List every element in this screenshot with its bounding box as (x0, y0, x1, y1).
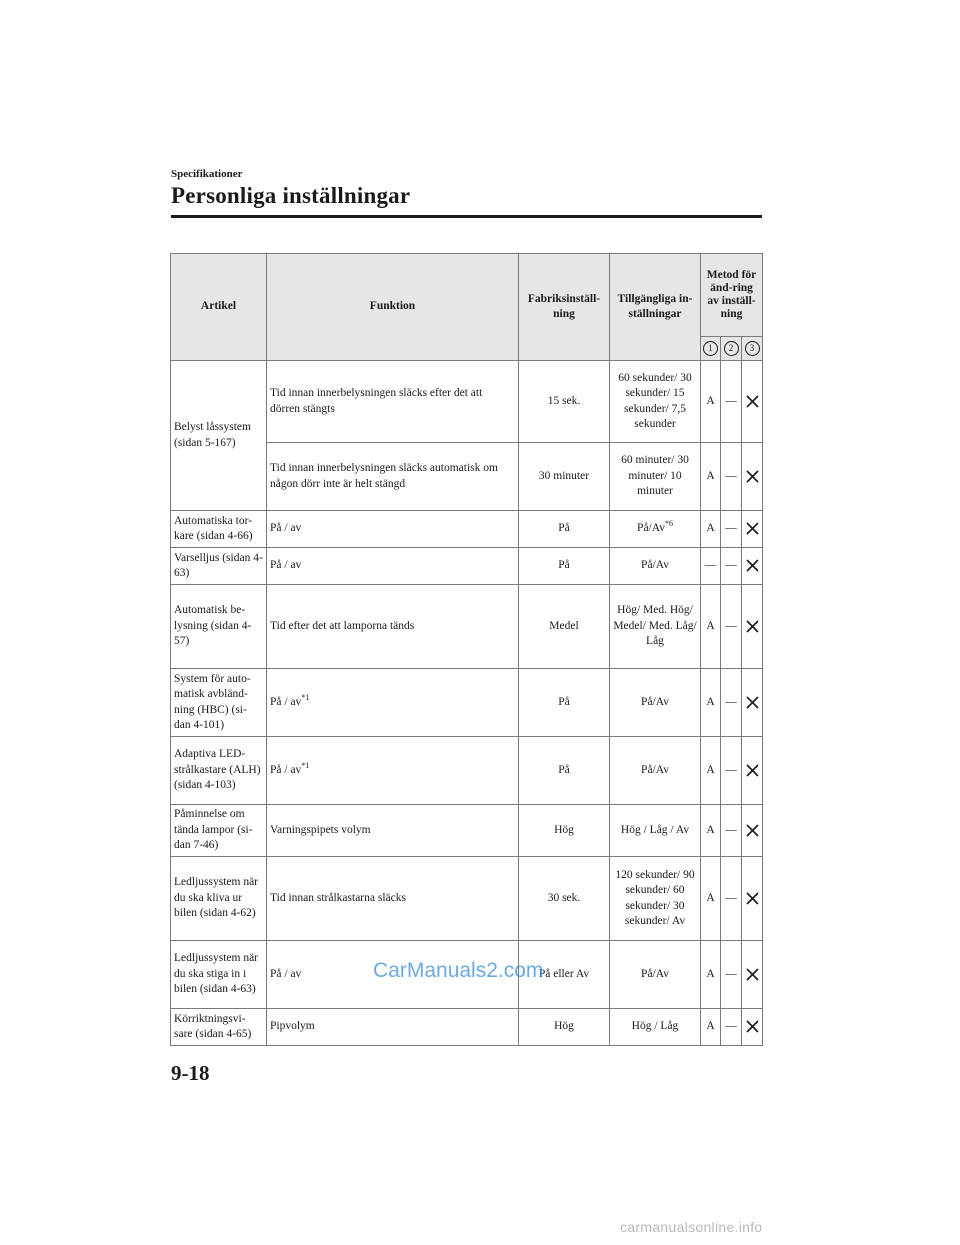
settings-table (170, 253, 763, 1046)
cell-tillganglig: 120 sekunder/ 90 sekunder/ 60 sekunder/ 30 sekunder/ Av (610, 857, 701, 941)
cell-artikel: System för auto-matisk avbländ-ning (HBC) (si-dan 4-101) (171, 669, 267, 737)
cell-funktion: På / av (267, 941, 519, 1009)
table-row (171, 585, 763, 669)
cross-icon (746, 620, 759, 633)
cell-method-3 (742, 941, 763, 1009)
cell-funktion (267, 669, 519, 737)
cell-funktion: På / av (267, 511, 519, 548)
cell-method-3 (742, 737, 763, 805)
cross-icon (746, 764, 759, 777)
title-divider (171, 215, 762, 218)
cell-tillganglig: På/Av (610, 669, 701, 737)
cross-icon (746, 1020, 759, 1033)
cell-fabrik: På (519, 511, 610, 548)
cell-method-2: — (721, 805, 742, 857)
header-funktion: Funktion (267, 254, 519, 361)
cell-method-3 (742, 585, 763, 669)
footnote-marker: *6 (664, 519, 673, 529)
cell-funktion: Tid innan innerbelysningen släcks efter det att dörren stängts (267, 361, 519, 443)
cell-method-2: — (721, 857, 742, 941)
cell-method-1: A (701, 737, 721, 805)
circled-number-2: 2 (724, 341, 739, 356)
cell-method-1: A (701, 941, 721, 1009)
cell-artikel: Belyst låssystem (sidan 5-167) (171, 361, 267, 511)
cell-method-1: A (701, 669, 721, 737)
cell-tillganglig: 60 minuter/ 30 minuter/ 10 minuter (610, 443, 701, 511)
cell-method-3 (742, 511, 763, 548)
funktion-text: På / av (270, 763, 302, 776)
cell-method-1: — (701, 548, 721, 585)
table-row (171, 805, 763, 857)
cell-method-1: A (701, 361, 721, 443)
page-title: Personliga inställningar (171, 183, 411, 208)
cell-artikel: Påminnelse om tända lampor (si-dan 7-46) (171, 805, 267, 857)
method-3-header (742, 337, 763, 361)
cell-fabrik: Hög (519, 1009, 610, 1046)
cell-fabrik: På (519, 737, 610, 805)
cell-method-2: — (721, 1009, 742, 1046)
cell-method-2: — (721, 585, 742, 669)
cross-icon (746, 522, 759, 535)
cell-method-2: — (721, 511, 742, 548)
cell-method-1: A (701, 1009, 721, 1046)
header-artikel: Artikel (171, 254, 267, 361)
cell-method-3 (742, 443, 763, 511)
cell-method-1: A (701, 443, 721, 511)
cell-method-3 (742, 548, 763, 585)
cell-funktion: Tid innan innerbelysningen släcks automatisk om någon dörr inte är helt stängd (267, 443, 519, 511)
method-1-header (701, 337, 721, 361)
cell-funktion: På / av (267, 548, 519, 585)
cell-artikel: Varselljus (sidan 4-63) (171, 548, 267, 585)
cell-funktion: Varningspipets volym (267, 805, 519, 857)
cell-method-3 (742, 1009, 763, 1046)
cell-artikel: Adaptiva LED-strålkastare (ALH) (sidan 4-103) (171, 737, 267, 805)
section-label: Specifikationer (171, 168, 243, 180)
footnote-marker: *1 (301, 760, 310, 770)
cell-method-2: — (721, 548, 742, 585)
table-row (171, 511, 763, 548)
cell-tillganglig: 60 sekunder/ 30 sekunder/ 15 sekunder/ 7,5 sekunder (610, 361, 701, 443)
cell-method-3 (742, 669, 763, 737)
funktion-text: På / av (270, 695, 302, 708)
cell-funktion: Pipvolym (267, 1009, 519, 1046)
table-row (171, 361, 763, 443)
cell-method-3 (742, 857, 763, 941)
table-row (171, 737, 763, 805)
cell-funktion (267, 737, 519, 805)
table-row (171, 857, 763, 941)
cell-tillganglig: Hög / Låg (610, 1009, 701, 1046)
cell-method-3 (742, 361, 763, 443)
cell-method-1: A (701, 857, 721, 941)
cell-method-1: A (701, 805, 721, 857)
cell-artikel: Automatisk be-lysning (sidan 4-57) (171, 585, 267, 669)
cross-icon (746, 824, 759, 837)
method-2-header (721, 337, 742, 361)
cell-method-2: — (721, 941, 742, 1009)
tillganglig-text: På/Av (637, 522, 665, 535)
circled-number-1: 1 (703, 341, 718, 356)
cell-method-1: A (701, 585, 721, 669)
cell-artikel: Ledljussystem när du ska kliva ur bilen (sidan 4-62) (171, 857, 267, 941)
cross-icon (746, 559, 759, 572)
circled-number-3: 3 (745, 341, 760, 356)
cell-fabrik: 30 sek. (519, 857, 610, 941)
cell-artikel: Automatiska tor-kare (sidan 4-66) (171, 511, 267, 548)
header-fabriksinstallning: Fabriksinställ-ning (519, 254, 610, 361)
header-metod: Metod för änd-ring av inställ-ning (701, 254, 763, 337)
cell-fabrik: På (519, 548, 610, 585)
cross-icon (746, 892, 759, 905)
table-row (171, 548, 763, 585)
cell-fabrik: Hög (519, 805, 610, 857)
cell-tillganglig: På/Av (610, 737, 701, 805)
cell-method-2: — (721, 443, 742, 511)
watermark-link[interactable]: CarManuals2.com (373, 959, 544, 982)
cell-fabrik: Medel (519, 585, 610, 669)
header-tillgangliga: Tillgängliga in-ställningar (610, 254, 701, 361)
cell-method-2: — (721, 361, 742, 443)
cell-fabrik: På eller Av (519, 941, 610, 1009)
cell-method-2: — (721, 669, 742, 737)
footer-watermark: carmanualsonline.info (620, 1219, 763, 1235)
cross-icon (746, 470, 759, 483)
table-row (171, 669, 763, 737)
cell-funktion: Tid efter det att lamporna tänds (267, 585, 519, 669)
cell-fabrik: 15 sek. (519, 361, 610, 443)
cell-method-2: — (721, 737, 742, 805)
table-row (171, 1009, 763, 1046)
cell-fabrik: 30 minuter (519, 443, 610, 511)
cross-icon (746, 696, 759, 709)
cell-method-1: A (701, 511, 721, 548)
cell-tillganglig: Hög/ Med. Hög/ Medel/ Med. Låg/ Låg (610, 585, 701, 669)
cell-tillganglig: På/Av (610, 941, 701, 1009)
cell-artikel: Ledljussystem när du ska stiga in i bilen (sidan 4-63) (171, 941, 267, 1009)
cell-tillganglig: På/Av (610, 548, 701, 585)
cell-funktion: Tid innan strålkastarna släcks (267, 857, 519, 941)
cell-tillganglig: Hög / Låg / Av (610, 805, 701, 857)
cell-tillganglig (610, 511, 701, 548)
page-number: 9-18 (171, 1061, 210, 1085)
cross-icon (746, 395, 759, 408)
footnote-marker: *1 (301, 692, 310, 702)
cell-fabrik: På (519, 669, 610, 737)
cell-method-3 (742, 805, 763, 857)
cross-icon (746, 968, 759, 981)
cell-artikel: Körriktningsvi-sare (sidan 4-65) (171, 1009, 267, 1046)
